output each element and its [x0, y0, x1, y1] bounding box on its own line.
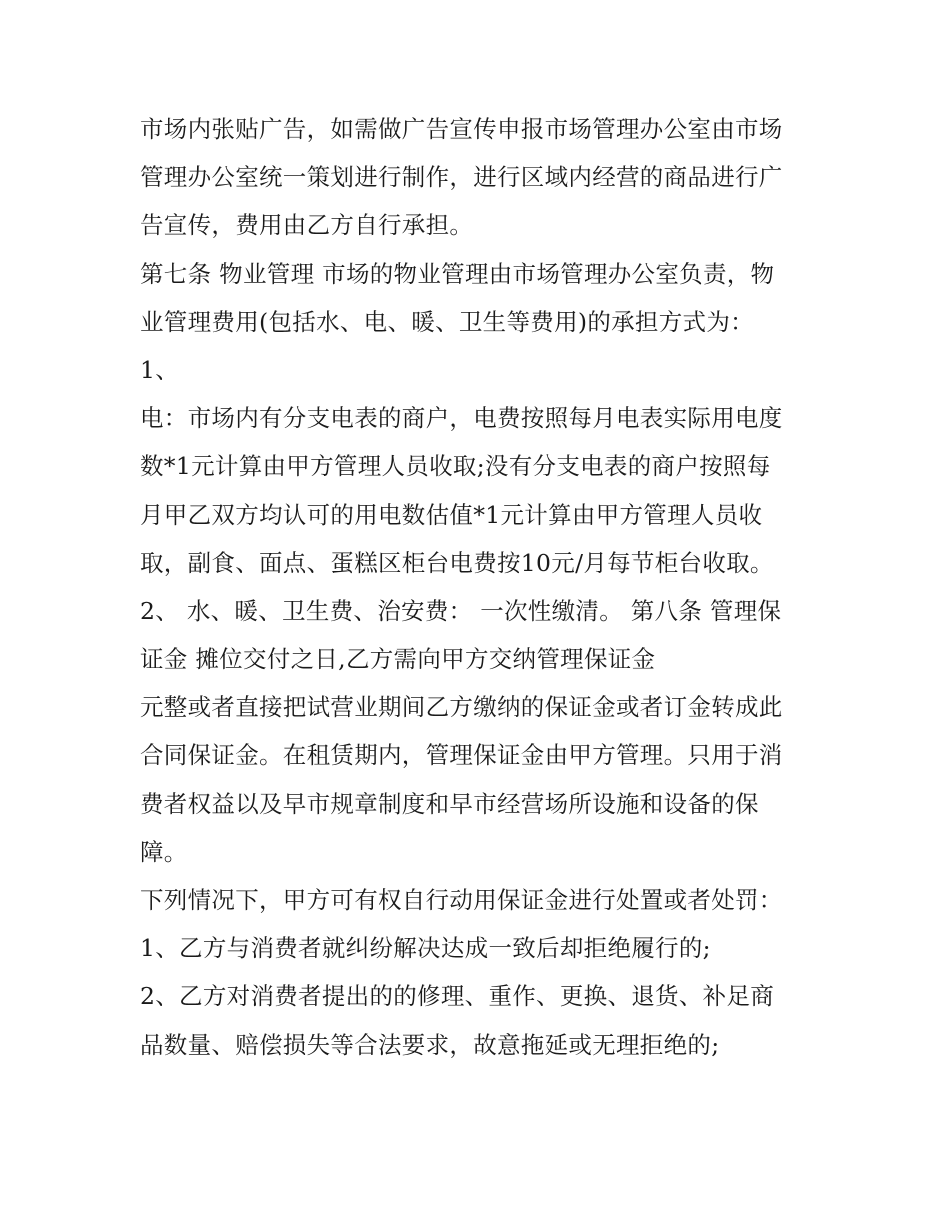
text-line: 电：市场内有分支电表的商户，电费按照每月电表实际用电度 — [140, 404, 783, 433]
text-line: 证金 摊位交付之日,乙方需向甲方交纳管理保证金 — [140, 645, 656, 674]
text-line: 品数量、赔偿损失等合法要求，故意拖延或无理拒绝的; — [140, 1030, 720, 1059]
text-line: 业管理费用(包括水、电、暖、卫生等费用)的承担方式为： — [140, 307, 754, 336]
text-line: 2、 水、暖、卫生费、治安费： 一次性缴清。 第八条 管理保 — [140, 596, 782, 625]
text-line: 下列情况下，甲方可有权自行动用保证金进行处置或者处罚： — [140, 886, 783, 914]
text-line: 障。 — [140, 837, 188, 866]
text-line: 第七条 物业管理 市场的物业管理由市场管理办公室负责，物 — [140, 259, 775, 288]
text-line: 2、乙方对消费者提出的的修理、重作、更换、退货、补足商 — [140, 982, 775, 1011]
text-line: 取，副食、面点、蛋糕区柜台电费按10元/月每节柜台收取。 — [140, 548, 774, 577]
text-line: 市场内张贴广告，如需做广告宣传申报市场管理办公室由市场 — [140, 115, 783, 143]
text-line: 费者权益以及早市规章制度和早市经营场所设施和设备的保 — [140, 789, 759, 818]
text-line: 1、 — [140, 355, 180, 384]
text-line: 管理办公室统一策划进行制作，进行区域内经营的商品进行广 — [140, 163, 783, 192]
text-line: 1、乙方与消费者就纠纷解决达成一致后却拒绝履行的; — [140, 934, 711, 963]
document-body — [140, 105, 820, 1069]
text-line: 月甲乙双方均认可的用电数估值*1元计算由甲方管理人员收 — [140, 500, 763, 529]
text-line: 告宣传，费用由乙方自行承担。 — [140, 211, 474, 240]
text-line: 合同保证金。在租赁期内，管理保证金由甲方管理。只用于消 — [140, 741, 783, 770]
text-line: 元整或者直接把试营业期间乙方缴纳的保证金或者订金转成此 — [140, 693, 783, 722]
text-line: 数*1元计算由甲方管理人员收取;没有分支电表的商户按照每 — [140, 452, 771, 481]
